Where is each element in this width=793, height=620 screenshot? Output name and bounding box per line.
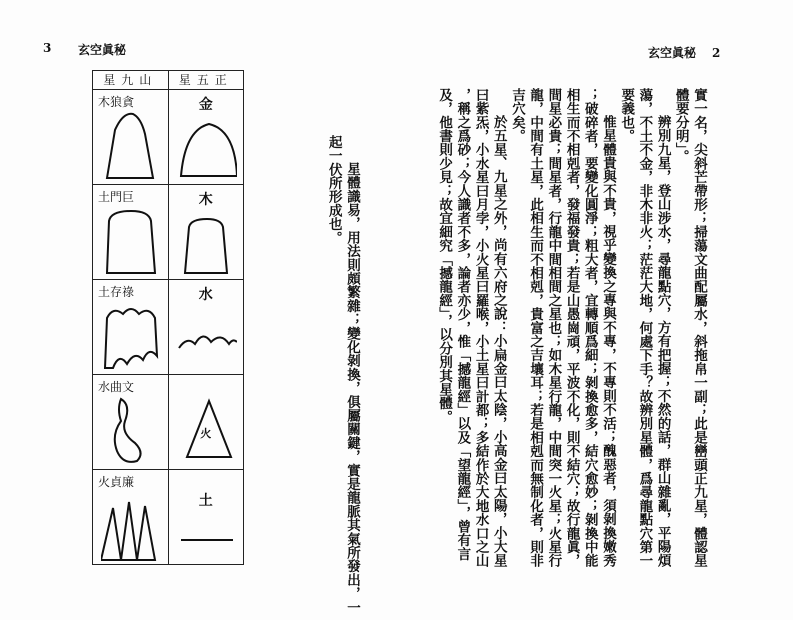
left-page-number: 3: [43, 41, 52, 55]
mountain-shape-icon: [101, 490, 161, 562]
nine-stars-table: [92, 70, 244, 565]
earth-shape-icon: [177, 510, 237, 582]
text-column: 辨別九星，登山涉水，尋龍點穴，方有把握；不然的話，群山雜亂，平陽煩: [654, 115, 671, 568]
five-star-label: 火: [200, 427, 212, 440]
text-column: 實一名，尖斜芒帶形；掃蕩文曲配屬水，斜拖帛一副；此是巒頭正九星，體認星: [691, 88, 707, 568]
nine-star-label: 土存祿: [98, 285, 135, 299]
nine-star-label: 火貞廉: [98, 475, 135, 489]
text-column: 體要分明」。: [672, 88, 689, 164]
text-column: 起一伏所形成也。: [325, 135, 342, 245]
text-column: 及，他書則少見；故宜細究「撼龍經」，以分別其星體。: [436, 88, 453, 424]
metal-shape-icon: [177, 110, 237, 182]
nine-star-label: 木狼貪: [98, 95, 135, 109]
text-column: ，稱之爲砂；今人識者不多，論者亦少，惟「撼龍經」以及「望龍經」，曾有言: [454, 88, 471, 561]
five-star-label: 土: [198, 493, 213, 509]
wood-shape-icon: [177, 205, 237, 277]
text-column: 龍，中間有土星，此相生而不相剋，貴富之吉壤耳；若是相剋而無制化者，則非: [527, 88, 544, 568]
mountain-shape-icon: [101, 395, 161, 467]
right-page-number: 2: [712, 46, 721, 60]
mountain-shape-icon: [101, 110, 161, 182]
fire-shape-icon: [177, 395, 237, 467]
header-five-stars: 星五正: [168, 71, 244, 90]
text-column: 間星必貴；間星者，行龍中間相間之星也；如木星行龍，中間突一火星；火星行: [545, 88, 562, 568]
five-star-label: 木: [198, 192, 213, 208]
text-column: 相生而不相剋者，發福發貴；若是山愚崗頑，平波不化，則不結穴；故行龍眞，: [563, 88, 580, 568]
text-column: 星體識易，用法則頗繁雜；變化剝換，俱屬關鍵，實是龍脈其氣所發出，一: [344, 162, 360, 615]
header-nine-stars: 星九山: [93, 71, 169, 90]
mountain-shape-icon: [101, 205, 161, 277]
text-column: 於五星、九星之外，尚有六府之說：小扁金曰太陰，小高金曰太陽，小大星: [490, 115, 507, 568]
nine-star-label: 土門巨: [98, 190, 135, 204]
mountain-shape-icon: [101, 300, 161, 372]
right-page-text: [435, 88, 708, 568]
left-page-text: [325, 135, 361, 615]
text-column: 蕩，不土不金，非木非火；茫茫大地，何處下手？故辨別星體，爲尋龍點穴第一: [636, 88, 653, 568]
text-column: 吉穴矣。: [508, 88, 525, 143]
text-column: ；破碎者，要變化圓淨；粗大者，宜轉順爲細；剝換愈多，結穴愈妙；剝換中能: [581, 88, 598, 568]
water-shape-icon: [177, 300, 237, 372]
right-running-title: 玄空眞秘: [648, 46, 697, 60]
five-star-label: 金: [198, 97, 213, 113]
text-column: 惟星體貴與不貴，視乎變換之專與不專，不專則不活；醜惡者，須剝換嫩秀: [599, 115, 616, 568]
nine-star-label: 水曲文: [98, 380, 135, 394]
text-column: 曰紫炁，小水星曰月孛，小火星曰羅喉，小土星曰計都；多結作於大地水口之山: [472, 88, 489, 568]
text-column: 要義也。: [618, 88, 635, 143]
five-star-label: 水: [198, 287, 213, 303]
left-running-title: 玄空眞秘: [78, 43, 127, 57]
